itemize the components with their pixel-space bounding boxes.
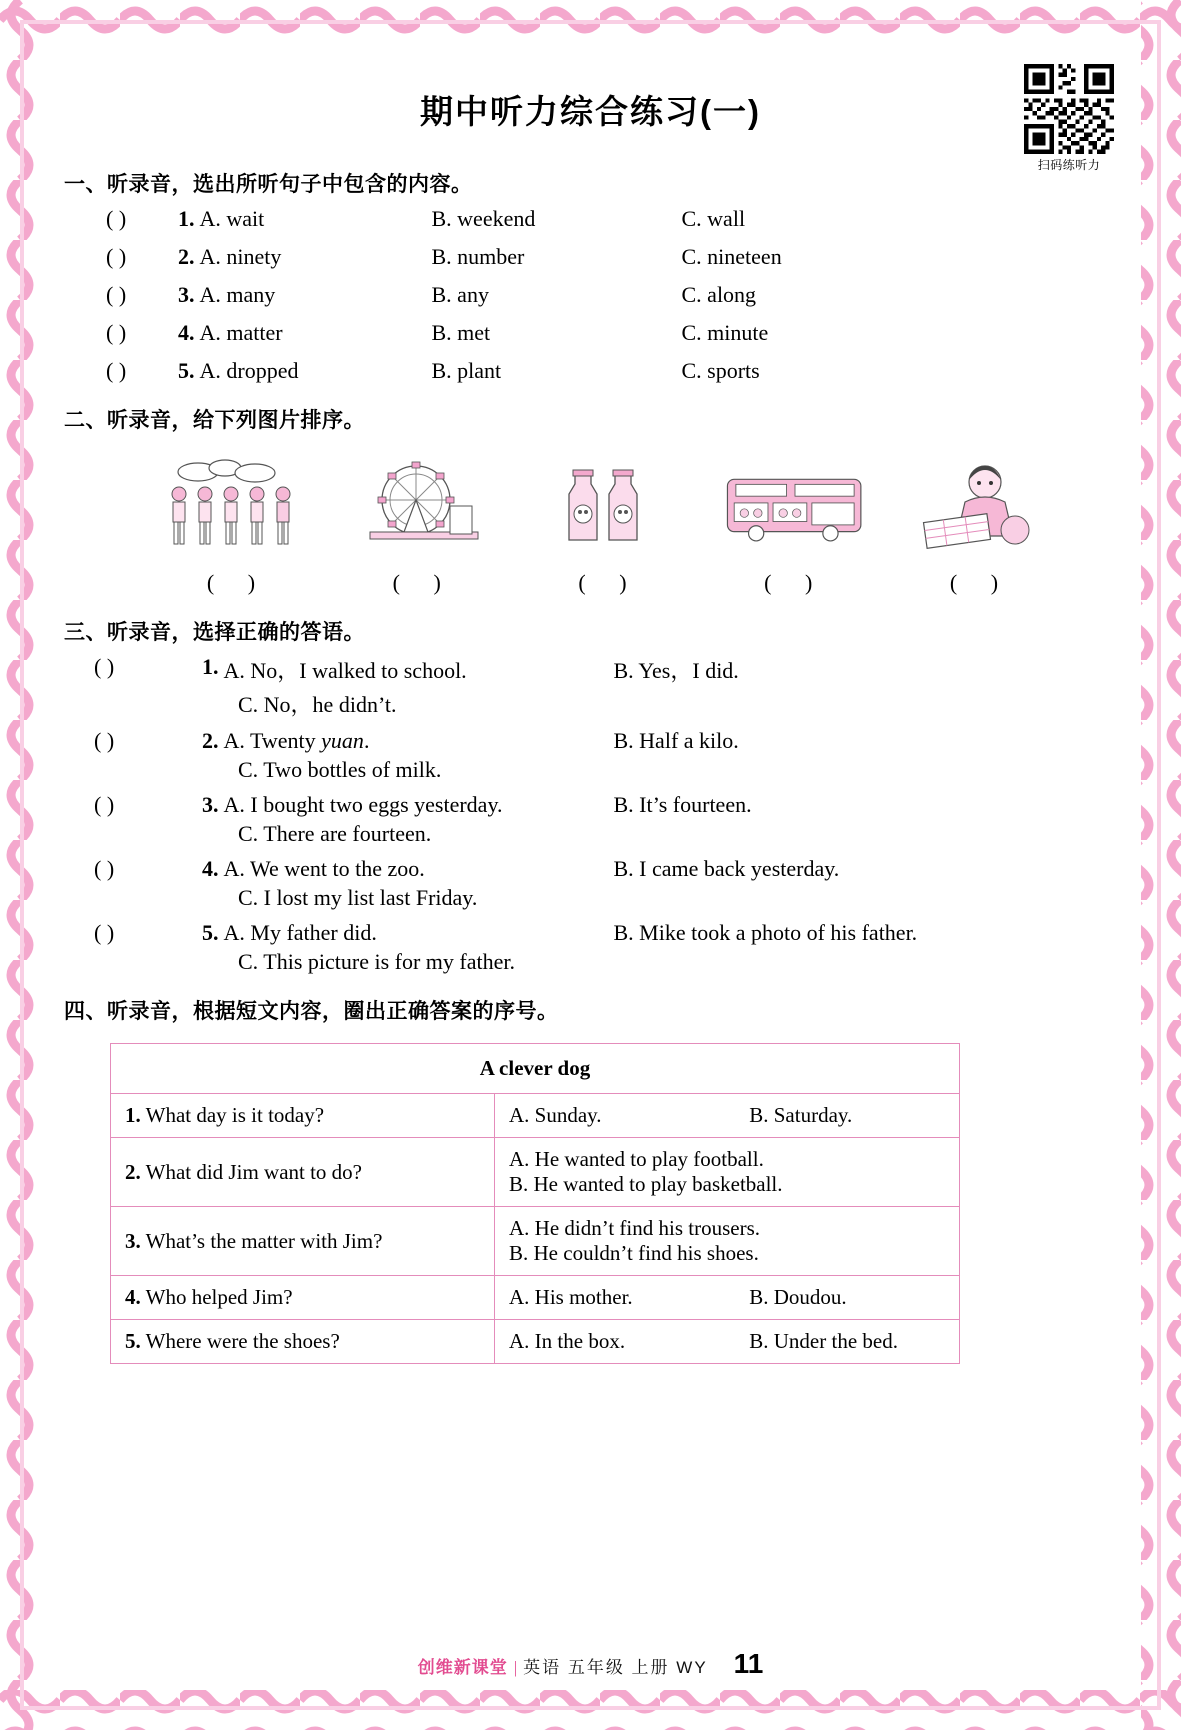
question-number: 1. <box>202 654 219 679</box>
option-b[interactable]: B. He wanted to play basketball. <box>509 1172 783 1196</box>
option-b[interactable]: B. Under the bed. <box>749 1329 898 1353</box>
bus-illustration <box>719 456 871 560</box>
reading-comprehension-table <box>110 1043 960 1364</box>
question-number: 1. <box>178 206 195 231</box>
option-b[interactable]: B. plant <box>431 358 502 383</box>
question-number: 5. <box>202 920 219 945</box>
option-b[interactable]: B. Doudou. <box>749 1285 847 1309</box>
option-a[interactable] <box>224 728 614 754</box>
option-a[interactable]: A. wait <box>199 206 265 231</box>
answer-paren[interactable]: ( ) <box>94 920 115 945</box>
children-in-line-illustration <box>163 456 313 560</box>
option-c[interactable]: C. No，he didn’t. <box>238 692 397 717</box>
answer-paren[interactable]: ( ) <box>106 358 127 383</box>
picture-answer-box[interactable]: ( ) <box>764 570 827 595</box>
option-c[interactable]: C. minute <box>681 320 769 345</box>
page-number: 11 <box>733 1648 764 1679</box>
option-a[interactable]: A. many <box>199 282 276 307</box>
question-text: What day is it today? <box>145 1103 325 1127</box>
option-a-italic-word: yuan <box>321 728 364 753</box>
answer-cell[interactable] <box>495 1138 960 1207</box>
answer-paren[interactable]: ( ) <box>106 282 127 307</box>
part1-item[interactable] <box>58 358 1123 384</box>
question-number: 3. <box>178 282 195 307</box>
option-c[interactable]: C. I lost my list last Friday. <box>238 885 478 910</box>
option-a-post: . <box>363 728 370 753</box>
milk-bottles-illustration <box>555 456 665 560</box>
part1-item[interactable] <box>58 282 1123 308</box>
answer-paren[interactable]: ( ) <box>106 244 127 269</box>
girl-with-board-game-picture <box>905 450 1057 560</box>
question-number: 3. <box>202 792 219 817</box>
picture-row <box>58 442 1123 596</box>
option-a[interactable]: A. We went to the zoo. <box>223 856 425 881</box>
option-b[interactable]: B. Mike took a photo of his father. <box>613 920 918 945</box>
question-cell <box>111 1207 495 1276</box>
table-row[interactable] <box>111 1320 960 1364</box>
table-row[interactable] <box>111 1094 960 1138</box>
answer-cell[interactable] <box>495 1320 960 1364</box>
question-cell <box>111 1094 495 1138</box>
option-a[interactable]: A. His mother. <box>509 1285 633 1309</box>
girl-board-game-illustration <box>911 456 1051 560</box>
answer-paren[interactable]: ( ) <box>94 792 115 817</box>
question-cell <box>111 1276 495 1320</box>
question-number: 2. <box>125 1159 141 1184</box>
part1-item[interactable] <box>58 320 1123 346</box>
question-number: 4. <box>178 320 195 345</box>
option-a[interactable]: A. He didn’t find his trousers. <box>509 1216 761 1240</box>
option-a[interactable]: A. I bought two eggs yesterday. <box>223 792 503 817</box>
question-text: Who helped Jim? <box>145 1285 293 1309</box>
picture-answer-box[interactable]: ( ) <box>392 570 455 595</box>
question-number: 3. <box>125 1228 141 1253</box>
part3-item[interactable] <box>58 654 1123 685</box>
answer-cell[interactable] <box>495 1276 960 1320</box>
option-b[interactable]: B. any <box>431 282 489 307</box>
question-text: What did Jim want to do? <box>145 1159 363 1184</box>
answer-paren[interactable]: ( ) <box>94 856 115 881</box>
option-c[interactable]: C. nineteen <box>681 244 782 269</box>
option-a[interactable]: A. In the box. <box>509 1329 626 1353</box>
footer-separator: | <box>513 1658 518 1677</box>
footer-info: 英语 五年级 上册 WY <box>523 1658 708 1677</box>
option-c[interactable]: C. wall <box>681 206 746 231</box>
option-b[interactable]: B. number <box>431 244 525 269</box>
option-c[interactable]: C. There are fourteen. <box>238 821 432 846</box>
table-title-row <box>111 1044 960 1094</box>
option-b[interactable]: B. met <box>431 320 491 345</box>
answer-cell[interactable] <box>495 1094 960 1138</box>
table-row[interactable] <box>111 1207 960 1276</box>
reading-table-wrap <box>58 1033 1123 1364</box>
option-a[interactable]: A. He wanted to play football. <box>509 1147 764 1171</box>
question-number: 4. <box>125 1285 141 1309</box>
picture-answer-box[interactable]: ( ) <box>578 570 641 595</box>
option-b[interactable]: B. It’s fourteen. <box>613 792 752 817</box>
option-a[interactable]: A. Sunday. <box>509 1103 602 1127</box>
ferris-wheel-picture <box>348 450 500 560</box>
table-title: A clever dog <box>111 1044 960 1094</box>
question-number: 4. <box>202 856 219 881</box>
question-number: 1. <box>125 1103 141 1127</box>
two-milk-bottles-picture <box>534 450 686 560</box>
part3-item[interactable] <box>58 856 1123 882</box>
question-cell <box>111 1320 495 1364</box>
option-b[interactable]: B. He couldn’t find his shoes. <box>509 1241 759 1265</box>
picture-answer-box[interactable]: ( ) <box>206 570 270 595</box>
option-a[interactable]: A. matter <box>199 320 283 345</box>
section-heading-4: 四、听录音，根据短文内容，圈出正确答案的序号。 <box>64 1000 559 1023</box>
option-a[interactable]: A. My father did. <box>223 920 377 945</box>
option-c[interactable]: C. Two bottles of milk. <box>238 757 442 782</box>
ferris-wheel-illustration <box>354 456 494 560</box>
picture-item[interactable] <box>719 450 871 596</box>
part3-item[interactable] <box>58 792 1123 818</box>
option-c[interactable]: C. This picture is for my father. <box>238 949 515 974</box>
qr-block <box>1021 64 1117 173</box>
part3-item[interactable] <box>58 728 1123 754</box>
question-number: 5. <box>178 358 195 383</box>
picture-item[interactable] <box>348 450 500 596</box>
qr-caption: 扫码练听力 <box>1037 158 1101 172</box>
page-content <box>58 52 1123 1678</box>
answer-paren[interactable]: ( ) <box>106 320 127 345</box>
title-row <box>58 52 1123 172</box>
option-b[interactable]: B. Saturday. <box>749 1103 853 1127</box>
part3-item[interactable] <box>58 920 1123 946</box>
option-b[interactable]: B. Half a kilo. <box>613 728 739 753</box>
question-number: 2. <box>202 728 219 753</box>
answer-paren[interactable]: ( ) <box>94 654 115 679</box>
picture-item[interactable] <box>534 450 686 596</box>
page-title: 期中听力综合练习(一) <box>420 93 761 130</box>
part1-item[interactable] <box>58 206 1123 232</box>
option-b[interactable]: B. I came back yesterday. <box>613 856 840 881</box>
qr-code-icon[interactable] <box>1024 64 1114 154</box>
option-b[interactable]: B. Yes，I did. <box>613 658 739 683</box>
answer-cell[interactable] <box>495 1207 960 1276</box>
option-b[interactable]: B. weekend <box>431 206 536 231</box>
picture-item[interactable] <box>905 450 1057 596</box>
option-a[interactable]: A. ninety <box>199 244 282 269</box>
question-cell <box>111 1138 495 1207</box>
option-a[interactable]: A. dropped <box>199 358 299 383</box>
picture-item[interactable] <box>162 450 314 596</box>
option-c[interactable]: C. along <box>681 282 757 307</box>
picture-answer-box[interactable]: ( ) <box>949 570 1013 595</box>
page-footer <box>58 1648 1123 1680</box>
question-text: What’s the matter with Jim? <box>145 1228 383 1253</box>
question-text: Where were the shoes? <box>145 1329 340 1353</box>
table-row[interactable] <box>111 1138 960 1207</box>
question-number: 2. <box>178 244 195 269</box>
option-a[interactable]: A. No，I walked to school. <box>223 658 467 683</box>
option-a-pre: A. Twenty <box>223 728 322 753</box>
answer-paren[interactable]: ( ) <box>94 728 115 753</box>
question-number: 5. <box>125 1329 141 1353</box>
section-heading-1: 一、听录音，选出所听句子中包含的内容。 <box>64 173 473 196</box>
section-heading-2: 二、听录音，给下列图片排序。 <box>64 409 365 432</box>
table-row[interactable] <box>111 1276 960 1320</box>
brand-name: 创维新课堂 <box>417 1658 508 1677</box>
part1-item[interactable] <box>58 244 1123 270</box>
answer-paren[interactable]: ( ) <box>106 206 127 231</box>
option-c[interactable]: C. sports <box>681 358 760 383</box>
section-heading-3: 三、听录音，选择正确的答语。 <box>64 621 365 644</box>
children-in-line-picture <box>162 450 314 560</box>
double-decker-bus-picture <box>719 450 871 560</box>
